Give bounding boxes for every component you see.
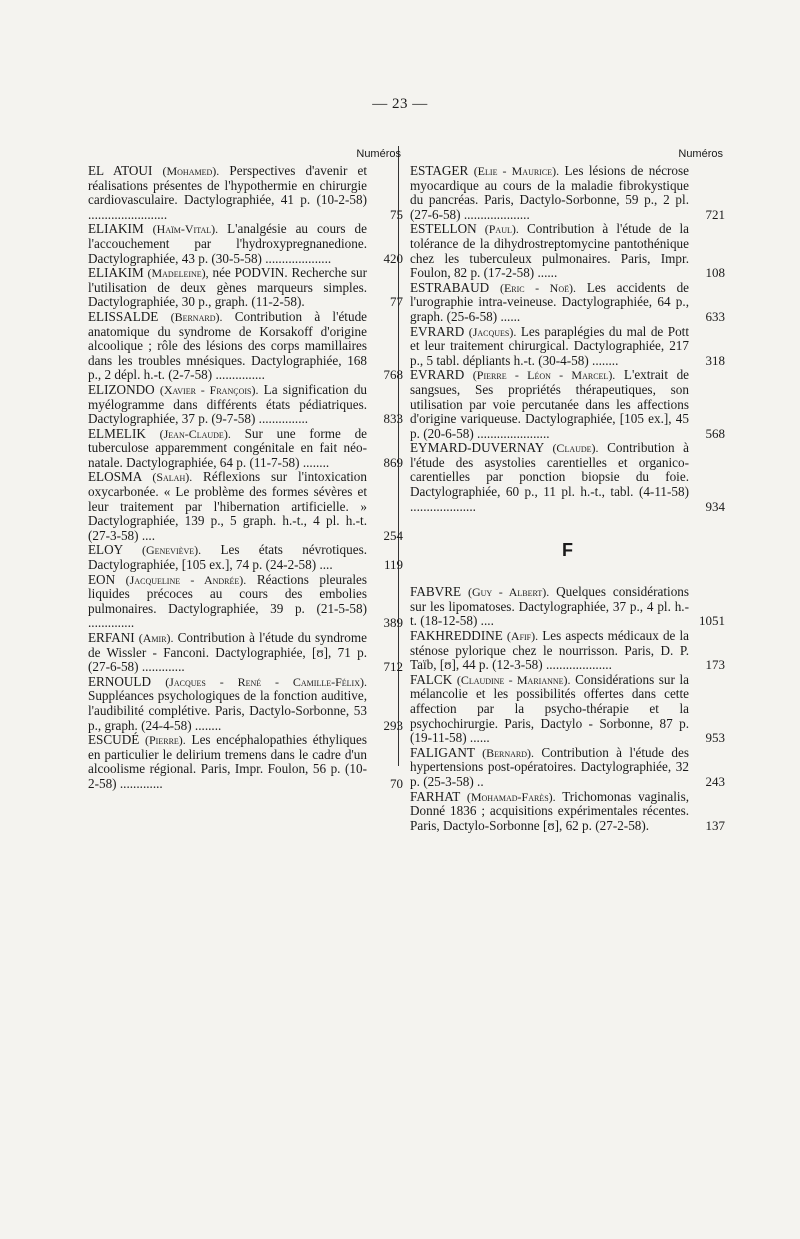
entry-description: L'analgésie au cours de l'accouchement par l'hydroxypregnanedione. Dactylographiée, 43 p. (30-5-58) .................... bbox=[88, 221, 367, 266]
entry-number: 293 bbox=[383, 717, 403, 733]
right-entry-list bbox=[410, 164, 725, 514]
page-number: — 23 — bbox=[372, 96, 428, 112]
entry-author-name: FABVRE bbox=[410, 584, 462, 600]
entry-author-name: FAKHREDDINE bbox=[410, 628, 503, 644]
entry-author-name: ESTAGER bbox=[410, 163, 469, 178]
entry-description: Perspectives d'avenir et réalisations présentes de l'hypothermie en chirurgie cardiovasculaire. Dactylographiée, 41 p. (10-2-58) ........................ bbox=[88, 163, 368, 222]
entry-description: Les lésions de nécrose myocardique au cours de la maladie fibrokystique du pancréas. Paris, Dactylo-Sorbonne, 59 p., 2 pl. (27-6-58) .................... bbox=[410, 163, 690, 222]
entry-author-name: FARHAT bbox=[410, 788, 461, 804]
entry-description: Quelques considérations sur les lipomatoses. Dactylographiée, 37 p., 4 pl. h.-t. (18-12-58) .... bbox=[410, 584, 690, 629]
entry-given-names: (Eric - Noë). bbox=[499, 280, 576, 295]
entry-given-names: (Guy - Albert). bbox=[467, 585, 550, 600]
entry-number: 243 bbox=[705, 773, 725, 789]
index-entry bbox=[410, 629, 725, 673]
entry-description: Les accidents de l'urographie intra-veineuse. Dactylographiée, 64 p., graph. (25-6-58) ...... bbox=[410, 279, 690, 324]
entry-author-name: ELOY bbox=[88, 542, 123, 558]
entry-given-names: (Salah). bbox=[152, 470, 193, 485]
entry-author-name: ELOSMA bbox=[88, 469, 142, 485]
entry-author-name: EL ATOUI bbox=[88, 163, 153, 178]
entry-given-names: (Jacqueline - Andrée). bbox=[125, 572, 247, 587]
entry-author-name: FALIGANT bbox=[410, 744, 475, 760]
entry-author-name: ELIAKIM bbox=[88, 221, 144, 237]
entry-author-name: ELIZONDO bbox=[88, 381, 155, 397]
right-entry-list-f bbox=[410, 585, 725, 833]
entry-number: 1051 bbox=[699, 613, 725, 629]
entry-number: 420 bbox=[383, 250, 403, 266]
entry-given-names: (Bernard). bbox=[170, 309, 223, 324]
index-entry bbox=[88, 427, 403, 471]
entry-given-names: (Jacques). bbox=[468, 324, 517, 339]
entry-number: 137 bbox=[705, 817, 725, 833]
entry-number: 768 bbox=[383, 367, 403, 383]
entry-description: Les encéphalopathies éthyliques en particulier le delirium tremens dans le cadre d'un alcoolisme régional. Paris, Impr. Foulon, 56 p. (10-2-58) ............. bbox=[88, 732, 367, 791]
index-entry bbox=[88, 310, 403, 383]
index-entry bbox=[410, 441, 725, 514]
index-entry bbox=[88, 573, 403, 631]
entry-number: 869 bbox=[383, 454, 403, 470]
entry-number: 108 bbox=[705, 265, 725, 281]
left-column bbox=[88, 148, 403, 792]
entry-number: 568 bbox=[705, 425, 725, 441]
index-entry bbox=[410, 164, 725, 222]
entry-given-names: (Mohamed). bbox=[162, 164, 220, 178]
entry-given-names: (Claude). bbox=[552, 441, 599, 456]
entry-given-names: (Amir). bbox=[138, 631, 174, 645]
entry-number: 254 bbox=[383, 527, 403, 543]
entry-number: 953 bbox=[705, 730, 725, 746]
entry-description: Considérations sur la mélancolie et les possibilités offertes dans cette affection par la psycho-thérapie et la psychochirurgie. Paris, Dactylo - Sorbonne, 87 p. (19-11-58) ...... bbox=[410, 671, 689, 746]
entry-given-names: (Haïm-Vital). bbox=[152, 222, 219, 237]
index-entry bbox=[88, 631, 403, 675]
index-entry bbox=[88, 733, 403, 791]
entry-description: Réflexions sur l'intoxication oxycarbonée. « Le problème des formes sévères et leur traitement par l'hibernation artificielle. » Dactylographiée, 139 p., 5 graph. h.-t., 4 pl. h.-t. (27-3-58) .... bbox=[88, 469, 367, 543]
entry-author-name: ELMELIK bbox=[88, 425, 146, 441]
entry-number: 75 bbox=[390, 206, 403, 222]
index-entry bbox=[88, 383, 403, 427]
section-letter: F bbox=[562, 540, 573, 561]
entry-number: 389 bbox=[383, 615, 403, 631]
entry-author-name: ERFANI bbox=[88, 630, 135, 645]
entry-given-names: (Madeleine), bbox=[147, 266, 209, 281]
index-entry bbox=[410, 222, 725, 280]
index-entry bbox=[410, 325, 725, 369]
entry-description: L'extrait de sangsues, Ses propriétés thérapeutiques, son utilisation par voie percutanée dans les affections d'origine variqueuse. Dactylographiée, [105 ex.], 45 p. (20-6-58) ...................... bbox=[410, 367, 690, 441]
entry-author-name: ESTRABAUD bbox=[410, 279, 490, 295]
entry-number: 77 bbox=[390, 294, 403, 310]
entry-description: Contribution à l'étude des hypertensions post-opératoires. Dactylographiée, 32 p. (25-3-58) .. bbox=[410, 744, 689, 789]
index-entry bbox=[410, 368, 725, 441]
entry-description: Trichomonas vaginalis, Donné 1836 ; acquisitions expérimentales récentes. Paris, Dactylo-Sorbonne [ʊ], 62 p. (27-2-58). bbox=[410, 788, 689, 833]
left-entry-list bbox=[88, 164, 403, 792]
entry-author-name: EVRARD bbox=[410, 367, 465, 383]
index-entry bbox=[88, 164, 403, 222]
entry-description: Les états névrotiques. Dactylographiée, [105 ex.], 74 p. (24-2-58) .... bbox=[88, 542, 368, 573]
entry-author-name: EVRARD bbox=[410, 323, 465, 339]
entry-given-names: (Paul). bbox=[484, 222, 519, 237]
entry-number: 173 bbox=[705, 657, 725, 673]
entry-description: Sur une forme de tuberculose apparemment congénitale en fait néo-natale. Dactylographiée, 64 p. (11-7-58) ........ bbox=[88, 425, 368, 470]
column-header-right: Numéros bbox=[678, 148, 723, 160]
entry-given-names: (Pierre - Léon - Marcel). bbox=[472, 368, 616, 383]
entry-number: 633 bbox=[705, 308, 725, 324]
entry-description: Contribution à l'étude des asystolies carentielles et organico-carentielles par ponction biopsie du foie. Dactylographiée, 60 p., 11 pl. h.-t., tabl. (4-11-58) .................... bbox=[410, 440, 689, 514]
index-entry bbox=[88, 222, 403, 266]
entry-given-names: (Geneviève). bbox=[141, 543, 202, 558]
entry-number: 721 bbox=[705, 206, 725, 222]
entry-number: 119 bbox=[383, 557, 403, 573]
index-entry bbox=[410, 585, 725, 629]
entry-given-names: (Bernard). bbox=[482, 745, 534, 760]
entry-description: La signification du myélogramme dans différents états pédiatriques. Dactylographiée, 37 p. (9-7-58) ............... bbox=[88, 381, 368, 427]
entry-number: 833 bbox=[383, 411, 403, 427]
index-entry bbox=[410, 790, 725, 834]
entry-description: Suppléances psychologiques de la fonction auditive, l'audibilité complétive. Paris, Dactylo-Sorbonne, 53 p., graph. (24-4-58) ........ bbox=[88, 688, 367, 733]
entry-given-names: (Jacques - René - Camille-Félix). bbox=[165, 674, 367, 689]
entry-description: Contribution à l'étude anatomique du syndrome de Korsakoff d'origine alcoolique ; rôle des lésions des corps mamillaires dans les troubles mnésiques. Dactylographiée, 168 p., 2 dépl. h.-t. (2-7-58) ............... bbox=[88, 308, 368, 383]
right-column bbox=[410, 148, 725, 833]
entry-author-name: ESTELLON bbox=[410, 221, 477, 237]
entry-author-name: ELIAKIM bbox=[88, 265, 144, 281]
entry-description: Les paraplégies du mal de Pott et leur traitement chirurgical. Dactylographiée, 217 p., 5 tabl. dépliants h.-t. (30-4-58) ........ bbox=[410, 323, 689, 368]
entry-given-names: (Mohamad-Farès). bbox=[466, 789, 556, 804]
entry-description: Contribution à l'étude de la tolérance de la dihydrostreptomycine pantothénique chez les tuberculeux pulmonaires. Paris, Impr. Foulon, 82 p. (17-2-58) ...... bbox=[410, 221, 690, 281]
index-entry bbox=[88, 675, 403, 733]
entry-description: Contribution à l'étude du syndrome de Wissler - Fanconi. Dactylographiée, [ʊ], 71 p. (27-6-58) ............. bbox=[88, 630, 368, 675]
entry-given-names: (Pierre). bbox=[145, 733, 186, 748]
entry-given-names: (Xavier - François). bbox=[159, 382, 259, 397]
entry-author-name: ELISSALDE bbox=[88, 308, 159, 324]
index-entry bbox=[88, 266, 403, 310]
entry-given-names: (Claudine - Marianne). bbox=[456, 672, 571, 687]
index-entry bbox=[410, 746, 725, 790]
entry-number: 318 bbox=[705, 352, 725, 368]
entry-number: 70 bbox=[390, 775, 403, 791]
entry-author-name: ERNOULD bbox=[88, 673, 152, 689]
entry-description: Les aspects médicaux de la sténose pylorique chez le nourrisson. Paris, D. P. Taïb, [ʊ], 44 p. (12-3-58) .................... bbox=[410, 628, 690, 673]
index-entry bbox=[88, 470, 403, 543]
column-header-left: Numéros bbox=[356, 148, 401, 160]
index-entry bbox=[410, 673, 725, 746]
entry-author-name: ESCUDÉ bbox=[88, 732, 140, 748]
entry-given-names: (Afif). bbox=[506, 629, 539, 644]
entry-number: 712 bbox=[383, 659, 403, 675]
entry-given-names: (Elie - Maurice). bbox=[473, 164, 560, 178]
index-entry bbox=[410, 281, 725, 325]
entry-description: Réactions pleurales liquides précoces au cours des embolies pulmonaires. Dactylographiée, 39 p. (21-5-58) .............. bbox=[88, 571, 367, 631]
entry-author-name: FALCK bbox=[410, 671, 453, 687]
entry-author-name: EYMARD-DUVERNAY bbox=[410, 440, 544, 456]
entry-given-names: (Jean-Claude). bbox=[159, 426, 231, 441]
entry-number: 934 bbox=[705, 498, 725, 514]
entry-description: née PODVIN. Recherche sur l'utilisation de deux gènes marqueurs simples. Dactylographiée, 30 p., graph. (11-2-58). bbox=[88, 265, 368, 310]
index-entry bbox=[88, 543, 403, 572]
entry-author-name: EON bbox=[88, 571, 116, 587]
